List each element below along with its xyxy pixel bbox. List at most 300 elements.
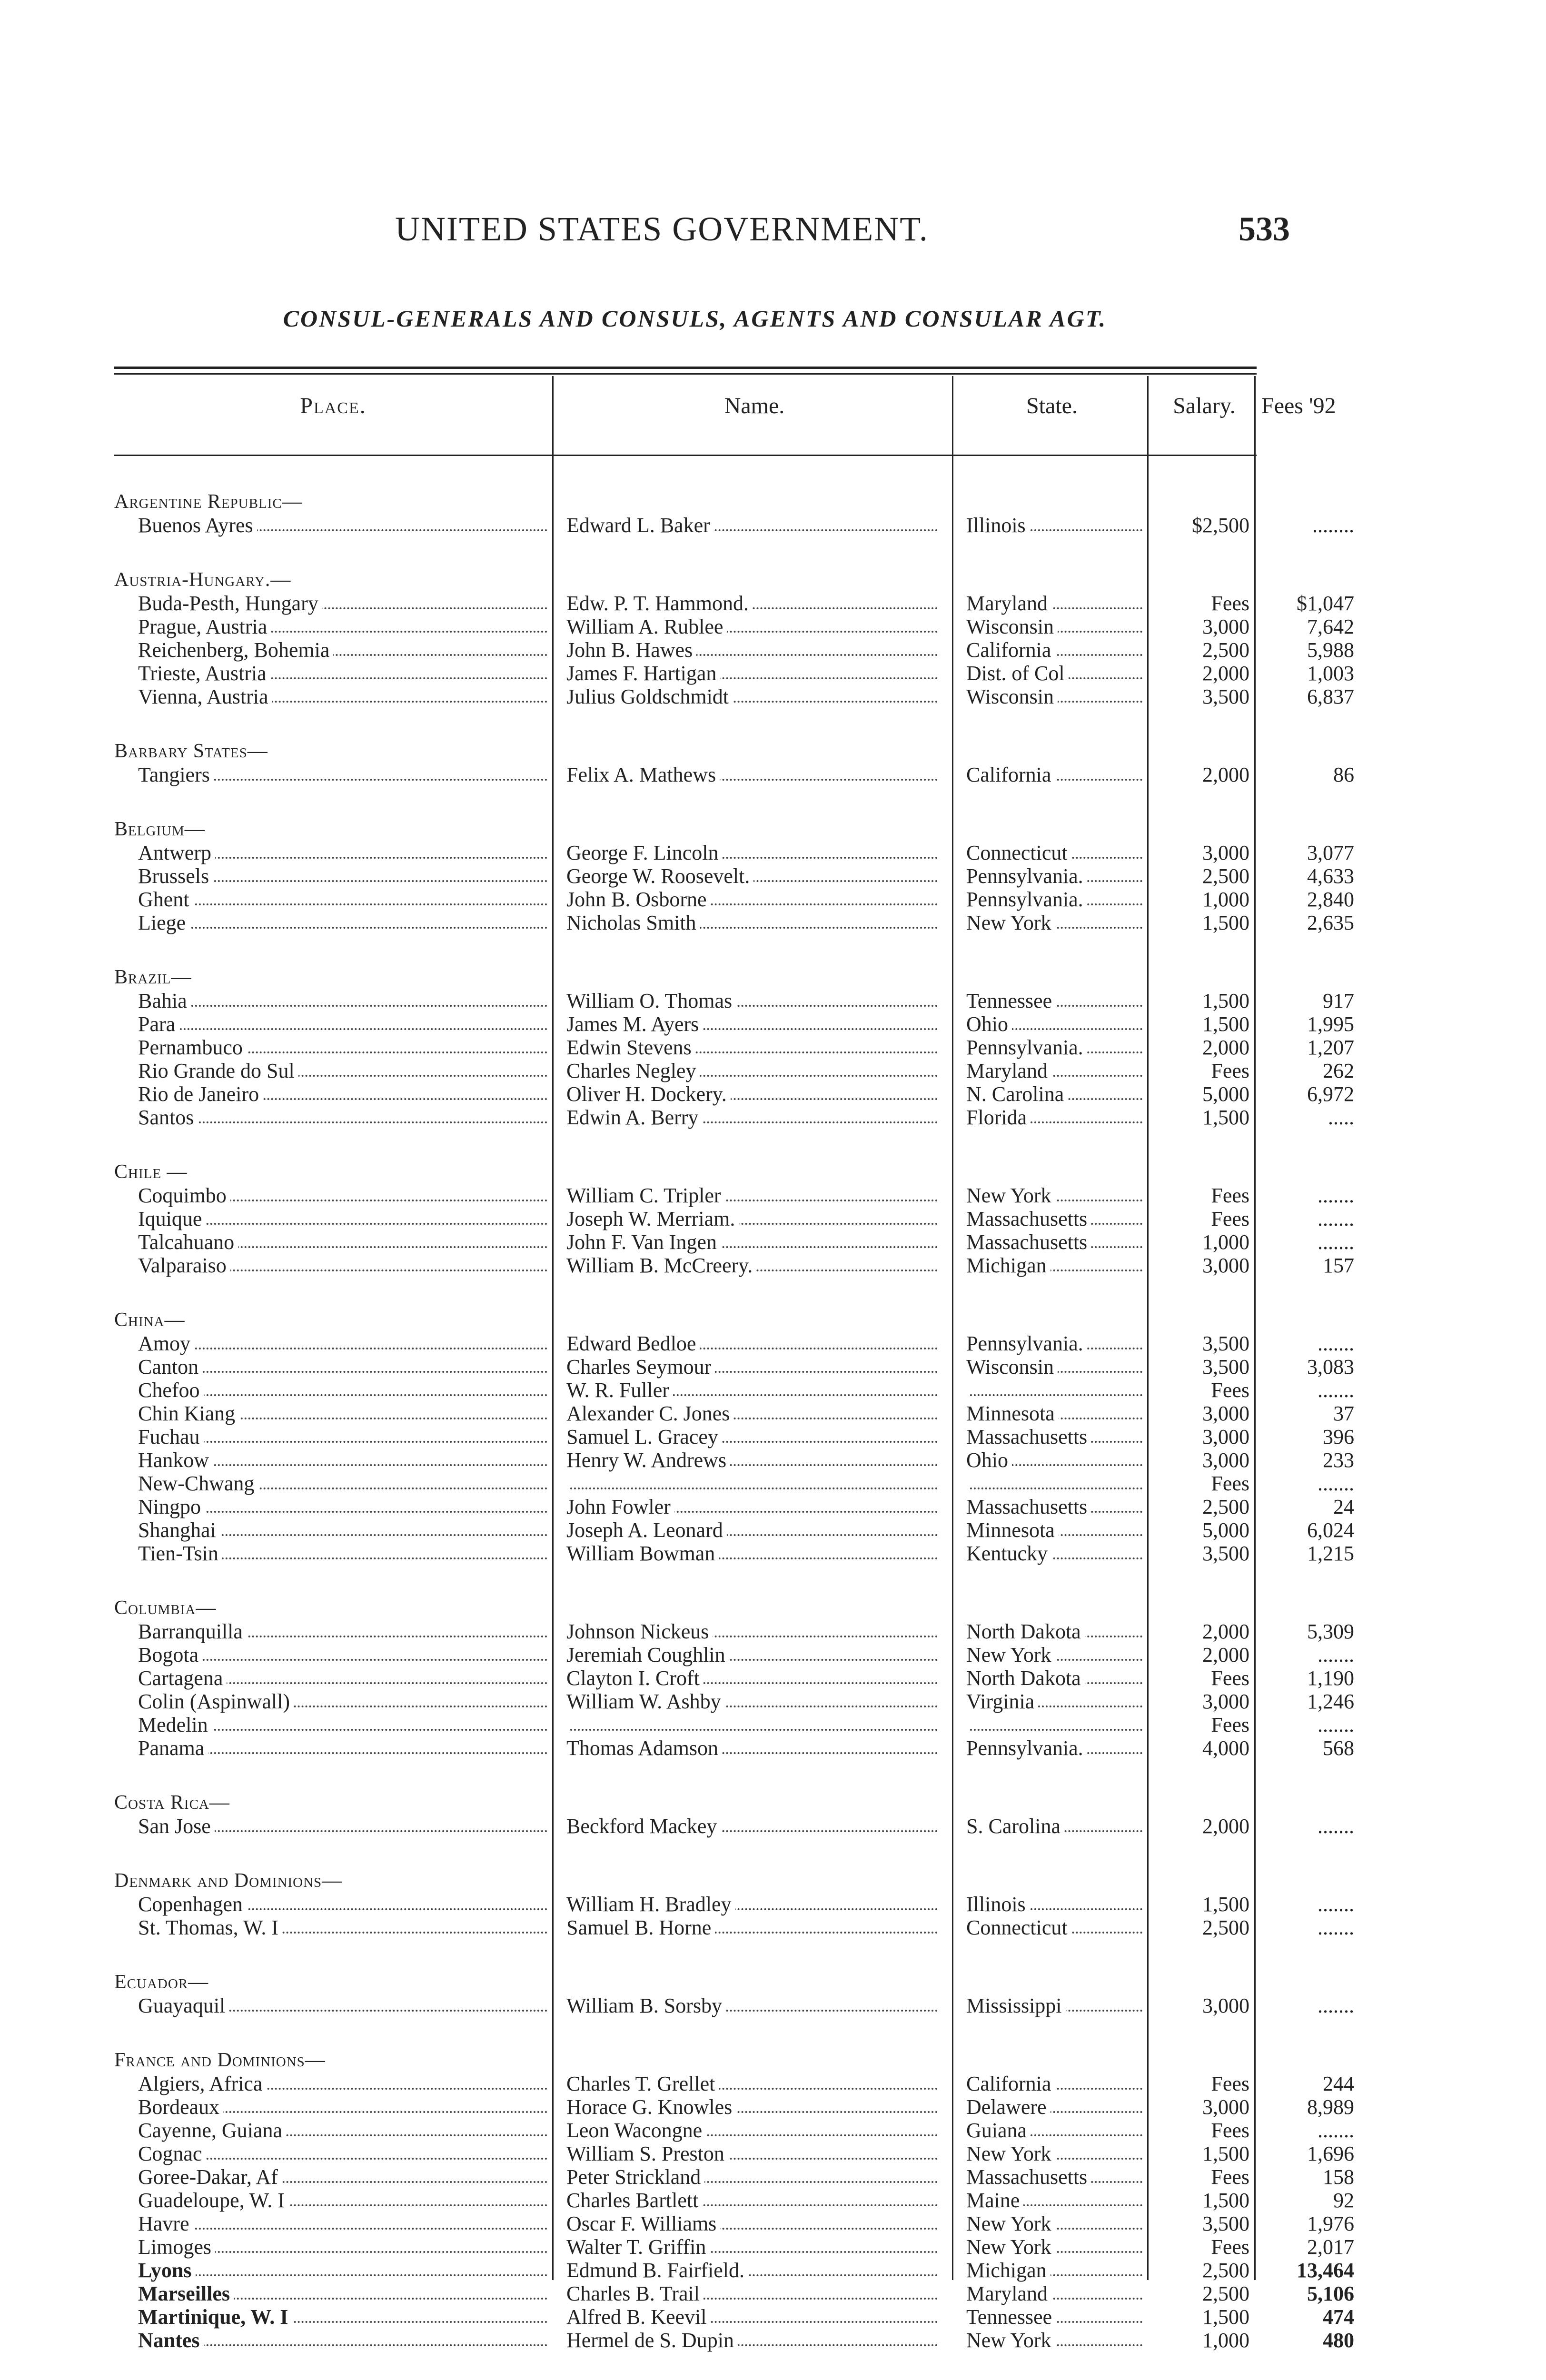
- table-row: [114, 1666, 1354, 1690]
- place-cell: [138, 1059, 557, 1082]
- place-cell-text: Prague, Austria: [138, 615, 271, 638]
- place-cell-text: Buenos Ayres: [138, 514, 257, 537]
- place-cell: [138, 1012, 557, 1036]
- state-cell-text: Massachusetts: [966, 1495, 1091, 1518]
- name-cell: [566, 1230, 947, 1254]
- fees-cell: 13,464: [1297, 2259, 1354, 2282]
- place-cell: [138, 1448, 557, 1472]
- state-cell: [966, 864, 1152, 888]
- name-cell-text: Clayton I. Croft: [566, 1666, 704, 1690]
- dot-leader: [966, 1394, 1142, 1396]
- state-cell: [966, 1495, 1152, 1518]
- name-cell-text: W. R. Fuller: [566, 1378, 673, 1402]
- page-number: 533: [1239, 210, 1290, 248]
- country-heading: Denmark and Dominions—: [114, 1870, 343, 1892]
- fees-cell: 8,989: [1307, 2095, 1354, 2119]
- place-cell-text: Algiers, Africa: [138, 2072, 266, 2095]
- place-cell-text: Vienna, Austria: [138, 685, 272, 708]
- consuls-table: [114, 367, 1354, 2352]
- state-cell-text: Maryland: [966, 2282, 1051, 2305]
- state-cell: [966, 1916, 1152, 1939]
- name-cell-text: Oscar F. Williams: [566, 2212, 720, 2235]
- state-cell-text: Wisconsin: [966, 615, 1058, 638]
- fees-cell: .......: [1318, 1815, 1354, 1838]
- place-cell-text: Colin (Aspinwall): [138, 1690, 294, 1713]
- country-group: [114, 1309, 1354, 1565]
- column-header-salary: Salary.: [1173, 393, 1236, 418]
- name-cell: [566, 592, 947, 615]
- place-cell: [138, 2142, 557, 2165]
- state-cell: [966, 1059, 1152, 1082]
- country-heading: France and Dominions—: [114, 2049, 326, 2071]
- salary-cell: Fees: [1211, 2165, 1249, 2189]
- fees-cell: 37: [1333, 1402, 1354, 1425]
- place-cell: [138, 1082, 557, 1106]
- state-cell: [966, 1666, 1152, 1690]
- place-cell: [138, 1106, 557, 1129]
- state-cell-text: Illinois: [966, 514, 1030, 537]
- name-cell: [566, 1542, 947, 1565]
- place-cell: [138, 1643, 557, 1666]
- state-cell: [966, 1184, 1152, 1207]
- dot-leader: [138, 1005, 547, 1007]
- place-cell: [138, 2259, 557, 2282]
- state-cell-text: Pennsylvania.: [966, 1036, 1087, 1059]
- salary-cell: 3,000: [1202, 1425, 1249, 1448]
- name-cell-text: William Bowman: [566, 1542, 719, 1565]
- state-cell-text: Florida: [966, 1106, 1031, 1129]
- country-group: [114, 966, 1354, 1129]
- name-cell-text: James M. Ayers: [566, 1012, 703, 1036]
- fees-cell: 1,215: [1307, 1542, 1354, 1565]
- fees-cell: 6,024: [1307, 1518, 1354, 1542]
- place-cell-text: Trieste, Austria: [138, 662, 270, 685]
- state-cell-text: New York: [966, 911, 1055, 934]
- place-cell: [138, 1495, 557, 1518]
- place-cell-text: Guayaquil: [138, 1994, 229, 2017]
- running-head: [114, 209, 1290, 262]
- name-cell-text: Edwin Stevens: [566, 1036, 695, 1059]
- salary-cell: 1,000: [1202, 1230, 1249, 1254]
- name-cell: [566, 662, 947, 685]
- place-cell-text: Reichenberg, Bohemia: [138, 638, 333, 662]
- state-cell: [966, 763, 1152, 786]
- name-cell: [566, 1332, 947, 1355]
- name-cell-text: Henry W. Andrews: [566, 1448, 730, 1472]
- name-cell-text: Nicholas Smith: [566, 911, 700, 934]
- state-cell: [966, 1643, 1152, 1666]
- place-cell-text: Iquique: [138, 1207, 206, 1230]
- salary-cell: 1,500: [1202, 1893, 1249, 1916]
- place-cell-text: Copenhagen: [138, 1893, 247, 1916]
- salary-cell: Fees: [1211, 1378, 1249, 1402]
- state-cell-text: Pennsylvania.: [966, 864, 1087, 888]
- state-cell-text: Massachusetts: [966, 2165, 1091, 2189]
- place-cell: [138, 1355, 557, 1378]
- country-group: [114, 2049, 1354, 2352]
- country-group: [114, 740, 1354, 786]
- place-cell-text: Medelin: [138, 1713, 212, 1736]
- table-row: [114, 2259, 1354, 2282]
- place-cell-text: Pernambuco: [138, 1036, 247, 1059]
- table-row: [114, 1402, 1354, 1425]
- state-cell: [966, 2259, 1152, 2282]
- state-cell-text: S. Carolina: [966, 1815, 1064, 1838]
- salary-cell: 1,500: [1202, 2142, 1249, 2165]
- name-cell: [566, 989, 947, 1012]
- name-cell-text: Walter T. Griffin: [566, 2235, 710, 2259]
- place-cell-text: Limoges: [138, 2235, 215, 2259]
- fees-cell: 92: [1333, 2189, 1354, 2212]
- name-cell-text: Horace G. Knowles: [566, 2095, 736, 2119]
- name-cell: [566, 1736, 947, 1760]
- country-group: [114, 490, 1354, 537]
- fees-cell: 6,837: [1307, 685, 1354, 708]
- state-cell-text: North Dakota: [966, 1666, 1085, 1690]
- name-cell-text: William B. McCreery.: [566, 1254, 756, 1277]
- table-row: [114, 514, 1354, 537]
- state-cell: [966, 615, 1152, 638]
- name-cell-text: Jeremiah Coughlin: [566, 1643, 729, 1666]
- place-cell: [138, 1254, 557, 1277]
- table-row: [114, 662, 1354, 685]
- fees-cell: 3,077: [1307, 841, 1354, 864]
- state-cell: [966, 1690, 1152, 1713]
- salary-cell: Fees: [1211, 2235, 1249, 2259]
- place-cell-text: Bordeaux: [138, 2095, 223, 2119]
- salary-cell: Fees: [1211, 2072, 1249, 2095]
- table-row: [114, 1495, 1354, 1518]
- salary-cell: Fees: [1211, 1713, 1249, 1736]
- state-cell: [966, 1893, 1152, 1916]
- name-cell: [566, 841, 947, 864]
- place-cell: [138, 841, 557, 864]
- name-cell-text: Oliver H. Dockery.: [566, 1082, 731, 1106]
- country-heading: China—: [114, 1309, 185, 1331]
- place-cell-text: Cognac: [138, 2142, 206, 2165]
- table-row: [114, 2282, 1354, 2305]
- name-cell: [566, 615, 947, 638]
- salary-cell: 1,000: [1202, 888, 1249, 911]
- name-cell-text: [566, 1713, 570, 1736]
- country-heading: Barbary States—: [114, 740, 268, 762]
- fees-cell: 2,635: [1307, 911, 1354, 934]
- name-cell-text: John B. Osborne: [566, 888, 711, 911]
- table-row: [114, 1893, 1354, 1916]
- table-row: [114, 1815, 1354, 1838]
- place-cell: [138, 763, 557, 786]
- fees-cell: 396: [1323, 1425, 1354, 1448]
- name-cell-text: George W. Roosevelt.: [566, 864, 753, 888]
- place-cell-text: Cartagena: [138, 1666, 227, 1690]
- place-cell: [138, 1036, 557, 1059]
- place-cell: [138, 2305, 557, 2329]
- name-cell: [566, 514, 947, 537]
- fees-cell: ........: [1312, 514, 1354, 537]
- place-cell: [138, 685, 557, 708]
- state-cell-text: Tennessee: [966, 989, 1056, 1012]
- state-cell-text: New York: [966, 2235, 1055, 2259]
- name-cell: [566, 2329, 947, 2352]
- table-row: [114, 1643, 1354, 1666]
- state-cell-text: New York: [966, 2142, 1055, 2165]
- column-header-fees: Fees '92: [1261, 393, 1336, 418]
- state-cell-text: California: [966, 763, 1055, 786]
- salary-cell: 3,000: [1202, 1690, 1249, 1713]
- name-cell-text: Felix A. Mathews: [566, 763, 720, 786]
- column-header-state: State.: [1026, 393, 1078, 418]
- place-cell-text: Guadeloupe, W. I: [138, 2189, 288, 2212]
- country-group: [114, 568, 1354, 708]
- fees-cell: 1,696: [1307, 2142, 1354, 2165]
- place-cell: [138, 911, 557, 934]
- name-cell-text: John B. Hawes: [566, 638, 696, 662]
- table-row: [114, 2212, 1354, 2235]
- state-cell-text: Connecticut: [966, 841, 1071, 864]
- place-cell-text: Liege: [138, 911, 189, 934]
- salary-cell: 2,500: [1202, 1495, 1249, 1518]
- place-cell: [138, 888, 557, 911]
- fees-cell: 233: [1323, 1448, 1354, 1472]
- name-cell-text: Alexander C. Jones: [566, 1402, 733, 1425]
- name-cell-text: Leon Wacongne: [566, 2119, 706, 2142]
- salary-cell: 1,500: [1202, 1106, 1249, 1129]
- name-cell-text: Thomas Adamson: [566, 1736, 722, 1760]
- state-cell: [966, 1713, 1152, 1736]
- state-cell-text: Pennsylvania.: [966, 1332, 1087, 1355]
- state-cell: [966, 2282, 1152, 2305]
- salary-cell: 1,500: [1202, 911, 1249, 934]
- state-cell: [966, 2165, 1152, 2189]
- name-cell-text: William W. Ashby: [566, 1690, 725, 1713]
- fees-cell: .....: [1328, 1106, 1354, 1129]
- name-cell-text: Edw. P. T. Hammond.: [566, 592, 753, 615]
- name-cell: [566, 1402, 947, 1425]
- place-cell-text: St. Thomas, W. I: [138, 1916, 282, 1939]
- state-cell-text: New York: [966, 1643, 1055, 1666]
- name-cell-text: James F. Hartigan: [566, 662, 720, 685]
- fees-cell: 1,976: [1307, 2212, 1354, 2235]
- fees-cell: .......: [1318, 1994, 1354, 2017]
- state-cell-text: New York: [966, 1184, 1055, 1207]
- salary-cell: 1,500: [1202, 1012, 1249, 1036]
- fees-cell: 6,972: [1307, 1082, 1354, 1106]
- place-cell: [138, 1713, 557, 1736]
- name-cell: [566, 1620, 947, 1643]
- place-cell-text: Marseilles: [138, 2282, 234, 2305]
- fees-cell: $1,047: [1297, 592, 1354, 615]
- fees-cell: .......: [1318, 1207, 1354, 1230]
- state-cell: [966, 2235, 1152, 2259]
- place-cell: [138, 514, 557, 537]
- country-group: [114, 1160, 1354, 1277]
- place-cell: [138, 1916, 557, 1939]
- state-cell-text: Michigan: [966, 2259, 1050, 2282]
- place-cell: [138, 2072, 557, 2095]
- place-cell-text: Rio Grande do Sul: [138, 1059, 298, 1082]
- name-cell-text: Charles Negley: [566, 1059, 700, 1082]
- state-cell-text: [966, 1713, 970, 1736]
- table-row: [114, 763, 1354, 786]
- state-cell: [966, 2329, 1152, 2352]
- place-cell-text: New-Chwang: [138, 1472, 258, 1495]
- state-cell: [966, 1254, 1152, 1277]
- table-row: [114, 638, 1354, 662]
- state-cell-text: New York: [966, 2329, 1055, 2352]
- fees-cell: 7,642: [1307, 615, 1354, 638]
- fees-cell: .......: [1318, 1893, 1354, 1916]
- place-cell-text: Rio de Janeiro: [138, 1082, 263, 1106]
- fees-cell: .......: [1318, 1713, 1354, 1736]
- table-row: [114, 592, 1354, 615]
- name-cell: [566, 638, 947, 662]
- place-cell-text: Ghent: [138, 888, 193, 911]
- state-cell: [966, 638, 1152, 662]
- table-row: [114, 615, 1354, 638]
- place-cell: [138, 1207, 557, 1230]
- place-cell: [138, 1815, 557, 1838]
- place-cell-text: Santos: [138, 1106, 198, 1129]
- fees-cell: .......: [1318, 1332, 1354, 1355]
- table-row: [114, 989, 1354, 1012]
- salary-cell: 1,500: [1202, 2189, 1249, 2212]
- salary-cell: 3,500: [1202, 1542, 1249, 1565]
- name-cell-text: Johnson Nickeus: [566, 1620, 713, 1643]
- state-cell: [966, 1230, 1152, 1254]
- salary-cell: 2,500: [1202, 864, 1249, 888]
- fees-cell: 1,995: [1307, 1012, 1354, 1036]
- place-cell-text: Shanghai: [138, 1518, 220, 1542]
- table-row: [114, 2072, 1354, 2095]
- place-cell-text: Hankow: [138, 1448, 213, 1472]
- table-row: [114, 1713, 1354, 1736]
- dot-leader: [138, 927, 547, 929]
- place-cell-text: Havre: [138, 2212, 193, 2235]
- table-row: [114, 1082, 1354, 1106]
- fees-cell: 1,003: [1307, 662, 1354, 685]
- state-cell-text: Maryland: [966, 592, 1051, 615]
- table-row: [114, 1036, 1354, 1059]
- name-cell: [566, 1815, 947, 1838]
- table-row: [114, 1542, 1354, 1565]
- state-cell-text: Maine: [966, 2189, 1023, 2212]
- name-cell-text: Charles Bartlett: [566, 2189, 702, 2212]
- state-cell-text: New York: [966, 2212, 1055, 2235]
- state-cell: [966, 1402, 1152, 1425]
- salary-cell: Fees: [1211, 1059, 1249, 1082]
- place-cell-text: Talcahuano: [138, 1230, 238, 1254]
- state-cell: [966, 1448, 1152, 1472]
- state-cell-text: Tennessee: [966, 2305, 1056, 2329]
- salary-cell: 3,500: [1202, 685, 1249, 708]
- name-cell: [566, 2095, 947, 2119]
- name-cell: [566, 888, 947, 911]
- name-cell-text: William O. Thomas: [566, 989, 736, 1012]
- state-cell-text: Minnesota: [966, 1402, 1059, 1425]
- state-cell-text: Mississippi: [966, 1994, 1066, 2017]
- place-cell-text: Panama: [138, 1736, 208, 1760]
- place-cell: [138, 1666, 557, 1690]
- fees-cell: 1,246: [1307, 1690, 1354, 1713]
- salary-cell: Fees: [1211, 1207, 1249, 1230]
- place-cell: [138, 1378, 557, 1402]
- name-cell: [566, 1355, 947, 1378]
- country-group: [114, 1597, 1354, 1760]
- dot-leader: [138, 1121, 547, 1123]
- dot-leader: [138, 1028, 547, 1030]
- table-row: [114, 1620, 1354, 1643]
- place-cell: [138, 2095, 557, 2119]
- fees-cell: 480: [1323, 2329, 1354, 2352]
- country-group: [114, 1971, 1354, 2017]
- state-cell-text: Dist. of Col: [966, 662, 1069, 685]
- place-cell-text: Barranquilla: [138, 1620, 247, 1643]
- name-cell: [566, 1713, 947, 1736]
- place-cell-text: Ningpo: [138, 1495, 205, 1518]
- state-cell-text: Guiana: [966, 2119, 1031, 2142]
- table-row: [114, 1184, 1354, 1207]
- state-cell: [966, 662, 1152, 685]
- country-heading: Costa Rica—: [114, 1792, 230, 1814]
- table-row: [114, 841, 1354, 864]
- place-cell-text: Cayenne, Guiana: [138, 2119, 286, 2142]
- state-cell: [966, 592, 1152, 615]
- place-cell: [138, 1402, 557, 1425]
- salary-cell: 4,000: [1202, 1736, 1249, 1760]
- table-row: [114, 911, 1354, 934]
- state-cell: [966, 1207, 1152, 1230]
- name-cell-text: Edwin A. Berry: [566, 1106, 702, 1129]
- state-cell-text: Ohio: [966, 1448, 1012, 1472]
- name-cell-text: Peter Strickland: [566, 2165, 704, 2189]
- name-cell: [566, 2165, 947, 2189]
- dot-leader: [566, 1729, 938, 1731]
- country-heading: Austria-Hungary.—: [114, 569, 291, 591]
- table-row: [114, 1916, 1354, 1939]
- name-cell: [566, 864, 947, 888]
- name-cell: [566, 1495, 947, 1518]
- table-row: [114, 1425, 1354, 1448]
- name-cell: [566, 1994, 947, 2017]
- country-heading: Chile —: [114, 1161, 188, 1183]
- place-cell: [138, 1620, 557, 1643]
- place-cell-text: Para: [138, 1012, 179, 1036]
- name-cell-text: William H. Bradley: [566, 1893, 735, 1916]
- table-row: [114, 1106, 1354, 1129]
- salary-cell: 3,000: [1202, 2095, 1249, 2119]
- state-cell: [966, 2142, 1152, 2165]
- state-cell: [966, 2305, 1152, 2329]
- name-cell-text: William A. Rublee: [566, 615, 727, 638]
- fees-cell: .......: [1318, 1378, 1354, 1402]
- state-cell: [966, 1620, 1152, 1643]
- table-row: [114, 2235, 1354, 2259]
- fees-cell: 474: [1323, 2305, 1354, 2329]
- fees-cell: 5,309: [1307, 1620, 1354, 1643]
- table-row: [114, 2165, 1354, 2189]
- name-cell: [566, 1893, 947, 1916]
- fees-cell: 2,840: [1307, 888, 1354, 911]
- place-cell: [138, 1736, 557, 1760]
- salary-cell: 2,500: [1202, 2282, 1249, 2305]
- salary-cell: 3,000: [1202, 615, 1249, 638]
- fees-cell: .......: [1318, 1916, 1354, 1939]
- fees-cell: .......: [1318, 1184, 1354, 1207]
- name-cell-text: John F. Van Ingen: [566, 1230, 721, 1254]
- table-row: [114, 2119, 1354, 2142]
- dot-leader: [138, 2228, 547, 2230]
- table-row: [114, 1230, 1354, 1254]
